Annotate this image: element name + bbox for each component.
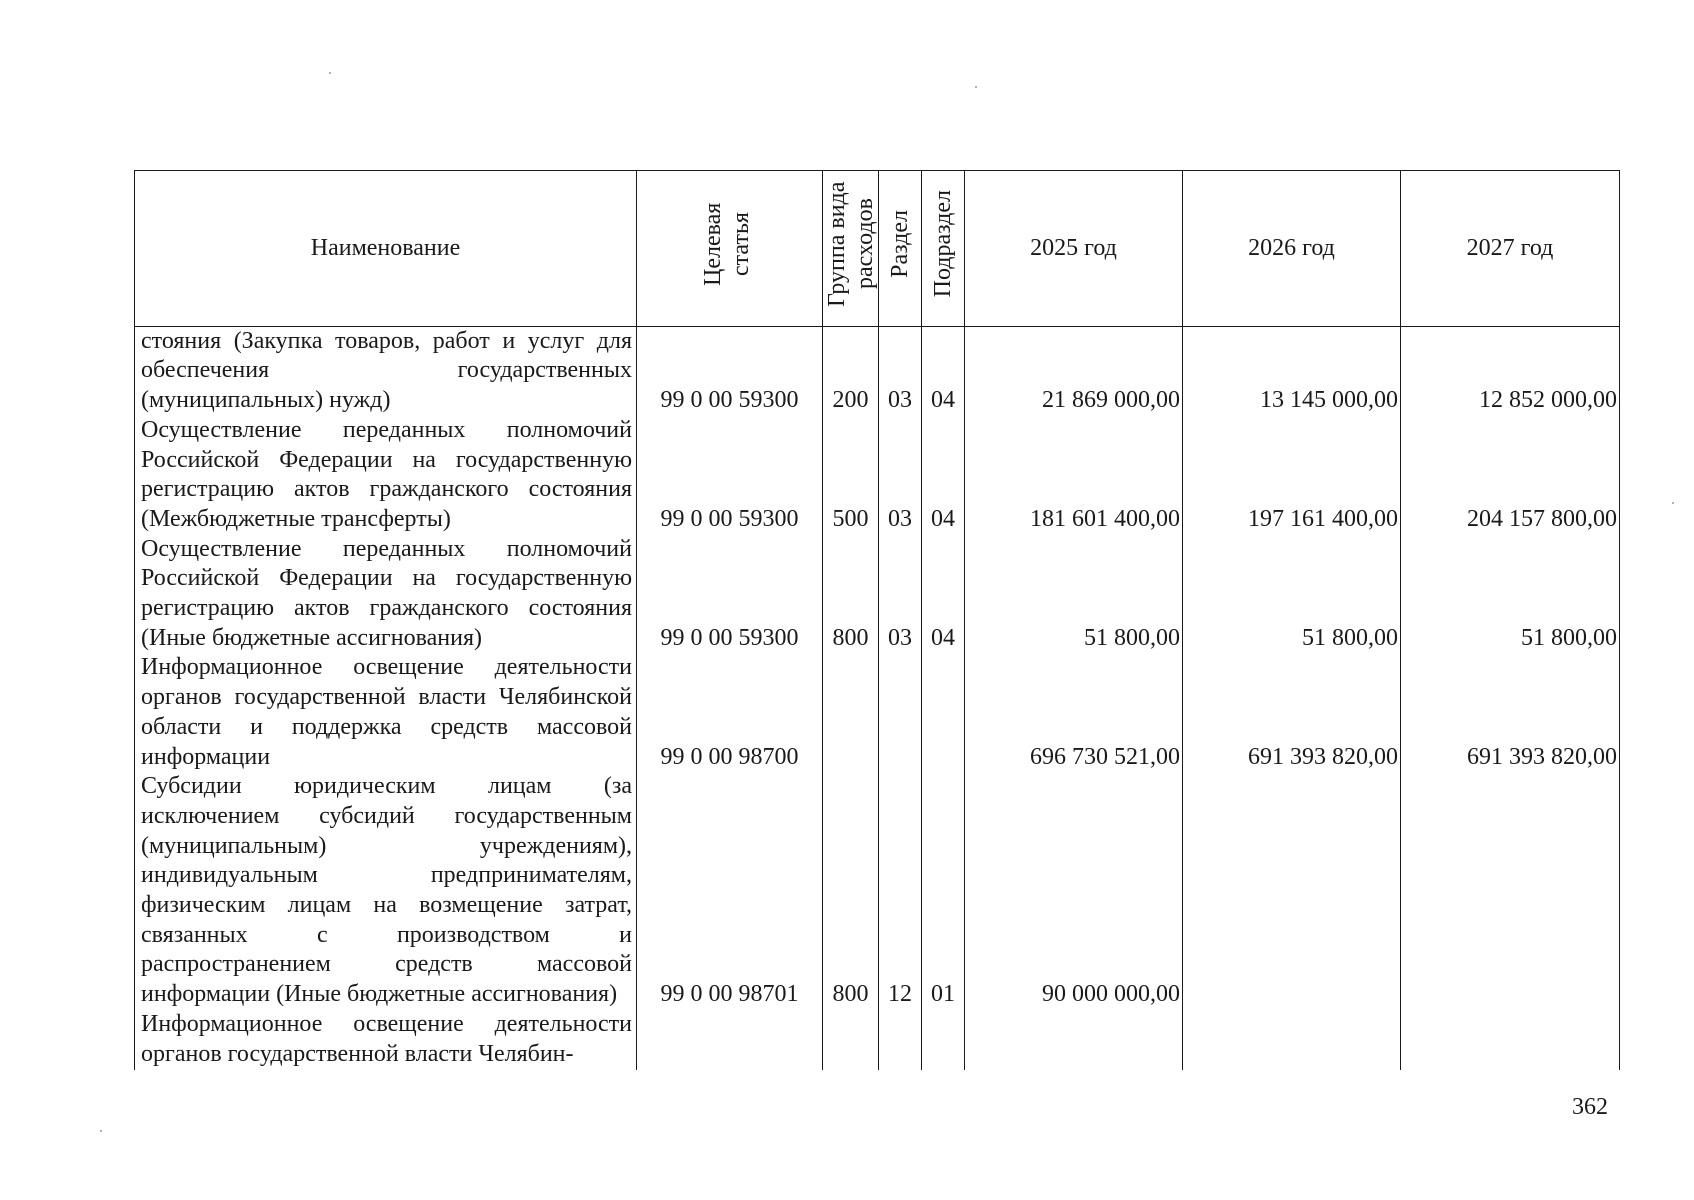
row-name: Субсидии юридическим лицам (за исключением субсидий государственным (муниципальным) учреждениям), индивидуальным предпринимателям, физическим лицам на возмещение затрат, связанных с производством и распространением средств массовой информации (Иные бюджетные ассигнования) bbox=[135, 772, 637, 1010]
header-article bbox=[637, 171, 823, 327]
table-row bbox=[135, 535, 1620, 654]
row-subsection bbox=[922, 1010, 965, 1070]
row-2026: 691 393 820,00 bbox=[1183, 653, 1401, 772]
row-group: 800 bbox=[823, 535, 879, 654]
header-article-label: Целевая статья bbox=[699, 202, 754, 286]
table-row bbox=[135, 416, 1620, 535]
table-row bbox=[135, 1010, 1620, 1070]
row-group: 200 bbox=[823, 326, 879, 416]
table-row bbox=[135, 772, 1620, 1010]
header-2026: 2026 год bbox=[1183, 171, 1401, 327]
header-2027: 2027 год bbox=[1401, 171, 1620, 327]
row-name: Информационное освещение деятельности органов государственной власти Челябин- bbox=[135, 1010, 637, 1070]
row-section: 12 bbox=[879, 772, 922, 1010]
scan-speck bbox=[329, 72, 331, 74]
table-row bbox=[135, 326, 1620, 416]
row-2025: 90 000 000,00 bbox=[965, 772, 1183, 1010]
row-subsection: 04 bbox=[922, 535, 965, 654]
scan-speck bbox=[100, 1130, 102, 1132]
row-article bbox=[637, 1010, 823, 1070]
row-2027: 691 393 820,00 bbox=[1401, 653, 1620, 772]
table-row bbox=[135, 653, 1620, 772]
row-2027 bbox=[1401, 772, 1620, 1010]
row-2026: 13 145 000,00 bbox=[1183, 326, 1401, 416]
row-subsection: 04 bbox=[922, 326, 965, 416]
row-subsection: 04 bbox=[922, 416, 965, 535]
header-section-label: Раздел bbox=[887, 210, 913, 278]
scan-speck bbox=[975, 86, 977, 88]
row-section bbox=[879, 653, 922, 772]
row-name: Осуществление переданных полномочий Российской Федерации на государственную регистрацию актов гражданского состояния (Межбюджетные трансферты) bbox=[135, 416, 637, 535]
row-name: стояния (Закупка товаров, работ и услуг для обеспечения государственных (муниципальных) нужд) bbox=[135, 326, 637, 416]
row-2025 bbox=[965, 1010, 1183, 1070]
row-2025: 696 730 521,00 bbox=[965, 653, 1183, 772]
header-name: Наименование bbox=[135, 171, 637, 327]
row-section: 03 bbox=[879, 416, 922, 535]
table-header bbox=[135, 171, 1620, 327]
table-body bbox=[135, 326, 1620, 1070]
row-subsection bbox=[922, 653, 965, 772]
header-group-label: Группа вида расходов bbox=[824, 181, 878, 307]
scan-speck bbox=[1672, 502, 1674, 504]
row-2027: 204 157 800,00 bbox=[1401, 416, 1620, 535]
row-2026 bbox=[1183, 772, 1401, 1010]
row-name: Информационное освещение деятельности органов государственной власти Челябинской области и поддержка средств массовой информации bbox=[135, 653, 637, 772]
row-2026 bbox=[1183, 1010, 1401, 1070]
row-2026: 51 800,00 bbox=[1183, 535, 1401, 654]
row-group: 800 bbox=[823, 772, 879, 1010]
row-2025: 51 800,00 bbox=[965, 535, 1183, 654]
row-article: 99 0 00 59300 bbox=[637, 416, 823, 535]
row-group bbox=[823, 653, 879, 772]
header-subsection-label: Подраздел bbox=[930, 190, 956, 298]
header-group bbox=[823, 171, 879, 327]
row-2025: 181 601 400,00 bbox=[965, 416, 1183, 535]
row-2026: 197 161 400,00 bbox=[1183, 416, 1401, 535]
row-name: Осуществление переданных полномочий Российской Федерации на государственную регистрацию актов гражданского состояния (Иные бюджетные ассигнования) bbox=[135, 535, 637, 654]
row-section: 03 bbox=[879, 326, 922, 416]
header-subsection bbox=[922, 171, 965, 327]
row-section: 03 bbox=[879, 535, 922, 654]
row-section bbox=[879, 1010, 922, 1070]
row-article: 99 0 00 98701 bbox=[637, 772, 823, 1010]
header-2025: 2025 год bbox=[965, 171, 1183, 327]
row-article: 99 0 00 59300 bbox=[637, 326, 823, 416]
row-2027: 12 852 000,00 bbox=[1401, 326, 1620, 416]
row-2025: 21 869 000,00 bbox=[965, 326, 1183, 416]
row-group: 500 bbox=[823, 416, 879, 535]
budget-table bbox=[134, 170, 1620, 1070]
row-subsection: 01 bbox=[922, 772, 965, 1010]
row-group bbox=[823, 1010, 879, 1070]
row-2027: 51 800,00 bbox=[1401, 535, 1620, 654]
header-section bbox=[879, 171, 922, 327]
row-article: 99 0 00 98700 bbox=[637, 653, 823, 772]
page-number: 362 bbox=[1572, 1094, 1608, 1120]
row-article: 99 0 00 59300 bbox=[637, 535, 823, 654]
row-2027 bbox=[1401, 1010, 1620, 1070]
